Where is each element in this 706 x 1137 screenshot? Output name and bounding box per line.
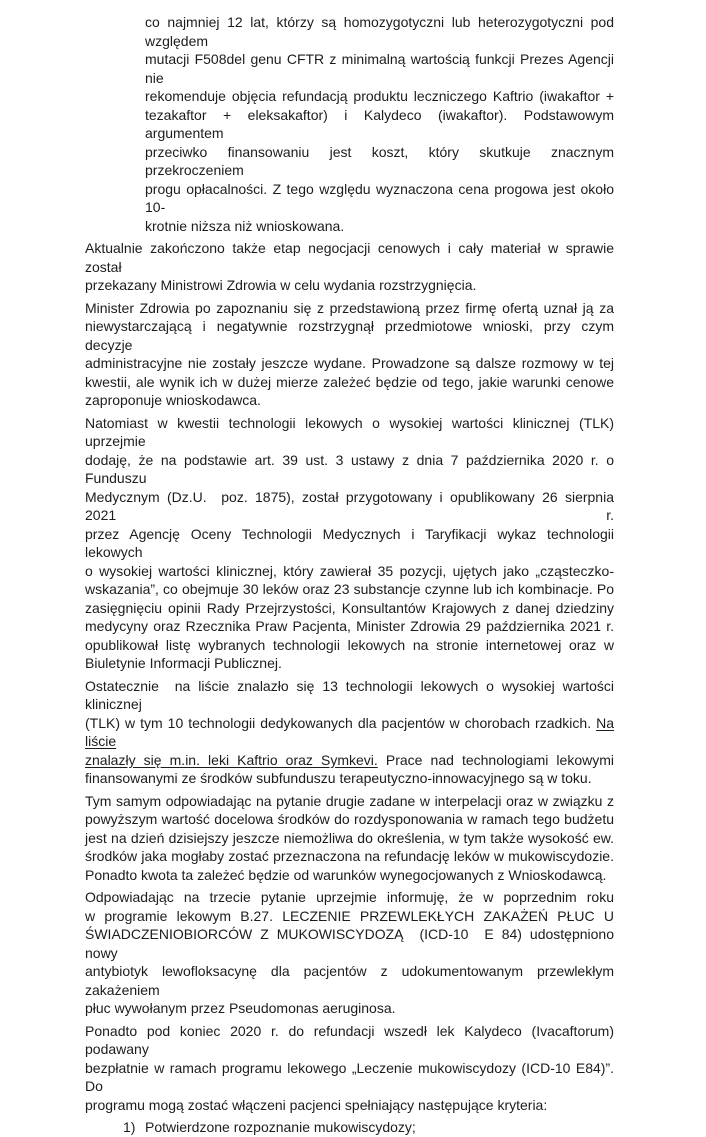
text-segment: medycyny oraz Rzecznika Praw Pacjenta, Minister Zdrowia 29 października 2021 r. (85, 618, 614, 634)
text-segment: opublikował listę wybranych technologii lekowych na stronie internetowej oraz w (85, 636, 614, 653)
paragraph-tlk-fund (85, 414, 614, 673)
paragraph-price-negotiations (85, 239, 614, 295)
underlined-text: znalazły się m.in. leki Kaftrio oraz Symkevi. (85, 751, 378, 768)
text-segment: Minister Zdrowia po zapoznaniu się z przedstawioną przez firmę ofertą uznał ją za (85, 299, 614, 316)
text-line (145, 217, 614, 236)
text-segment: programu mogą zostać włączeni pacjenci spełniający następujące kryteria: (85, 1096, 548, 1113)
text-segment: rekomenduje objęcia refundacją produktu leczniczego Kaftrio (iwakaftor + (145, 88, 614, 104)
text-segment: Biuletynie Informacji Publicznej. (85, 655, 282, 671)
text-line (145, 143, 614, 180)
text-line (85, 714, 614, 751)
text-line (85, 239, 614, 276)
text-line (85, 1022, 614, 1059)
text-line (85, 925, 614, 962)
text-segment: progu opłacalności. Z tego względu wyznaczona cena progowa jest około 10- (145, 180, 614, 215)
text-line (85, 451, 614, 488)
text-segment: (TLK) w tym 10 technologii dedykowanych dla pacjentów w chorobach rzadkich. (85, 714, 597, 731)
numbered-list-item (123, 1118, 614, 1137)
text-line (85, 792, 614, 811)
paragraph-kalydeco-program (85, 1022, 614, 1115)
text-line (85, 562, 614, 581)
text-line (85, 1096, 614, 1115)
text-line (85, 769, 614, 788)
text-line (85, 580, 614, 599)
text-segment: Aktualnie zakończono także etap negocjacji cenowych i cały materiał w sprawie został (85, 240, 614, 275)
text-segment: przeciwko finansowaniu jest koszt, który skutkuje znacznym przekroczeniem (145, 143, 614, 178)
text-line (85, 636, 614, 655)
text-line (85, 617, 614, 636)
paragraph-budget-answer (85, 792, 614, 885)
text-line (85, 391, 614, 410)
text-segment: dodaję, że na podstawie art. 39 ust. 3 ustawy z dnia 7 października 2020 r. o Funduszu (85, 451, 614, 486)
text-segment: mutacji F508del genu CFTR z minimalną wartością funkcji Prezes Agencji nie (145, 51, 614, 86)
text-line (85, 414, 614, 451)
text-segment: jest na dzień dzisiejszy jeszcze niemożliwa do określenia, w tym także wysokość ew. (85, 829, 614, 846)
text-segment: Prace nad technologiami lekowymi (377, 751, 614, 768)
text-segment: niewystarczającą i negatywnie rozstrzygnął przedmiotowe wnioski, przy czym decyzje (85, 318, 614, 353)
text-line (85, 488, 614, 525)
text-segment: ŚWIADCZENIOBIORCÓW Z MUKOWISCYDOZĄ (ICD-10 E 84) udostępniono nowy (85, 926, 614, 961)
text-line (85, 599, 614, 618)
text-segment: przez Agencję Oceny Technologii Medycznych i Taryfikacji wykaz technologii lekowych (85, 525, 614, 560)
text-line (85, 354, 614, 373)
text-segment: Ostatecznie na liście znalazło się 13 technologii lekowych o wysokiej wartości klinicznej (85, 677, 614, 712)
text-line (85, 810, 614, 829)
text-line (85, 907, 614, 926)
text-segment: wskazania”, co obejmuje 30 leków oraz 23 substancje czynne lub ich kombinacje. Po (85, 581, 614, 597)
text-line (145, 87, 614, 106)
text-line (85, 299, 614, 318)
paragraph-continuation-recommendation (145, 13, 614, 235)
list-item-text: Potwierdzone rozpoznanie mukowiscydozy; (145, 1119, 416, 1135)
text-line (85, 962, 614, 999)
text-line (85, 317, 614, 354)
text-line (145, 180, 614, 217)
list-item-marker: 1) (123, 1119, 136, 1135)
text-segment: administracyjne nie zostały jeszcze wydane. Prowadzone są dalsze rozmowy w tej (85, 355, 614, 371)
text-segment: zasięgnięciu opinii Rady Przejrzystości, Konsultantów Krajowych z danej dziedziny (85, 599, 614, 616)
paragraph-minister-decision (85, 299, 614, 410)
text-segment: bezpłatnie w ramach programu lekowego „Leczenie mukowiscydozy (ICD-10 E84)”. Do (85, 1059, 614, 1094)
text-segment: finansowanymi ze środków subfunduszu terapeutyczno-innowacyjnego są w toku. (85, 770, 592, 786)
paragraph-third-question (85, 888, 614, 1018)
text-line (85, 866, 614, 885)
text-segment: antybiotyk lewofloksacynę dla pacjentów z udokumentowanym przewlekłym zakażeniem (85, 963, 614, 998)
text-segment: przekazany Ministrowi Zdrowia w celu wydania rozstrzygnięcia. (85, 277, 477, 293)
text-line (85, 829, 614, 848)
text-segment: środków jaka mogłaby zostać przeznaczona na refundację leków w mukowiscydozie. (85, 848, 614, 864)
text-line (85, 677, 614, 714)
text-segment: tezakaftor + eleksakaftor) i Kalydeco (iwakaftor). Podstawowym argumentem (145, 106, 614, 141)
text-segment: płuc wywołanym przez Pseudomonas aeruginosa. (85, 1000, 396, 1016)
paragraph-final-tlk-list (85, 677, 614, 788)
text-line (85, 525, 614, 562)
text-line (145, 13, 614, 50)
text-line (85, 847, 614, 866)
text-line (85, 373, 614, 392)
text-segment: zaproponuje wnioskodawca. (85, 392, 261, 408)
text-segment: Tym samym odpowiadając na pytanie drugie zadane w interpelacji oraz w związku z (85, 792, 614, 809)
text-segment: powyższym wartość docelowa środków do rozdysponowania w ramach tego budżetu (85, 811, 614, 827)
text-segment: kwestii, ale wynik ich w dużej mierze zależeć będzie od tego, jakie warunki cenowe (85, 373, 614, 390)
text-segment: w programie lekowym B.27. LECZENIE PRZEWLEKŁYCH ZAKAŻEŃ PŁUC U (85, 907, 614, 924)
text-segment: Medycznym (Dz.U. poz. 1875), został przygotowany i opublikowany 26 sierpnia 2021 r. (85, 488, 614, 523)
document-body (85, 13, 614, 1137)
text-segment: o wysokiej wartości klinicznej, który zawierał 35 pozycji, ujętych jako „cząsteczko- (85, 562, 614, 579)
text-segment: Ponadto kwota ta zależeć będzie od warunków wynegocjowanych z Wnioskodawcą. (85, 866, 607, 883)
underlined-text: Na liście (85, 714, 614, 749)
text-segment: Ponadto pod koniec 2020 r. do refundacji wszedł lek Kalydeco (Ivacaftorum) podawany (85, 1022, 614, 1057)
text-line (85, 276, 614, 295)
text-line (85, 751, 614, 770)
text-line (85, 1059, 614, 1096)
text-line (85, 999, 614, 1018)
text-segment: Natomiast w kwestii technologii lekowych o wysokiej wartości klinicznej (TLK) uprzejmie (85, 414, 614, 449)
text-line (85, 654, 614, 673)
text-line (145, 106, 614, 143)
text-segment: Odpowiadając na trzecie pytanie uprzejmie informuję, że w poprzednim roku (85, 889, 614, 905)
text-segment: co najmniej 12 lat, którzy są homozygotyczni lub heterozygotyczni pod względem (145, 14, 614, 49)
text-segment: krotnie niższa niż wnioskowana. (145, 217, 345, 234)
text-line (85, 888, 614, 907)
text-line (145, 50, 614, 87)
